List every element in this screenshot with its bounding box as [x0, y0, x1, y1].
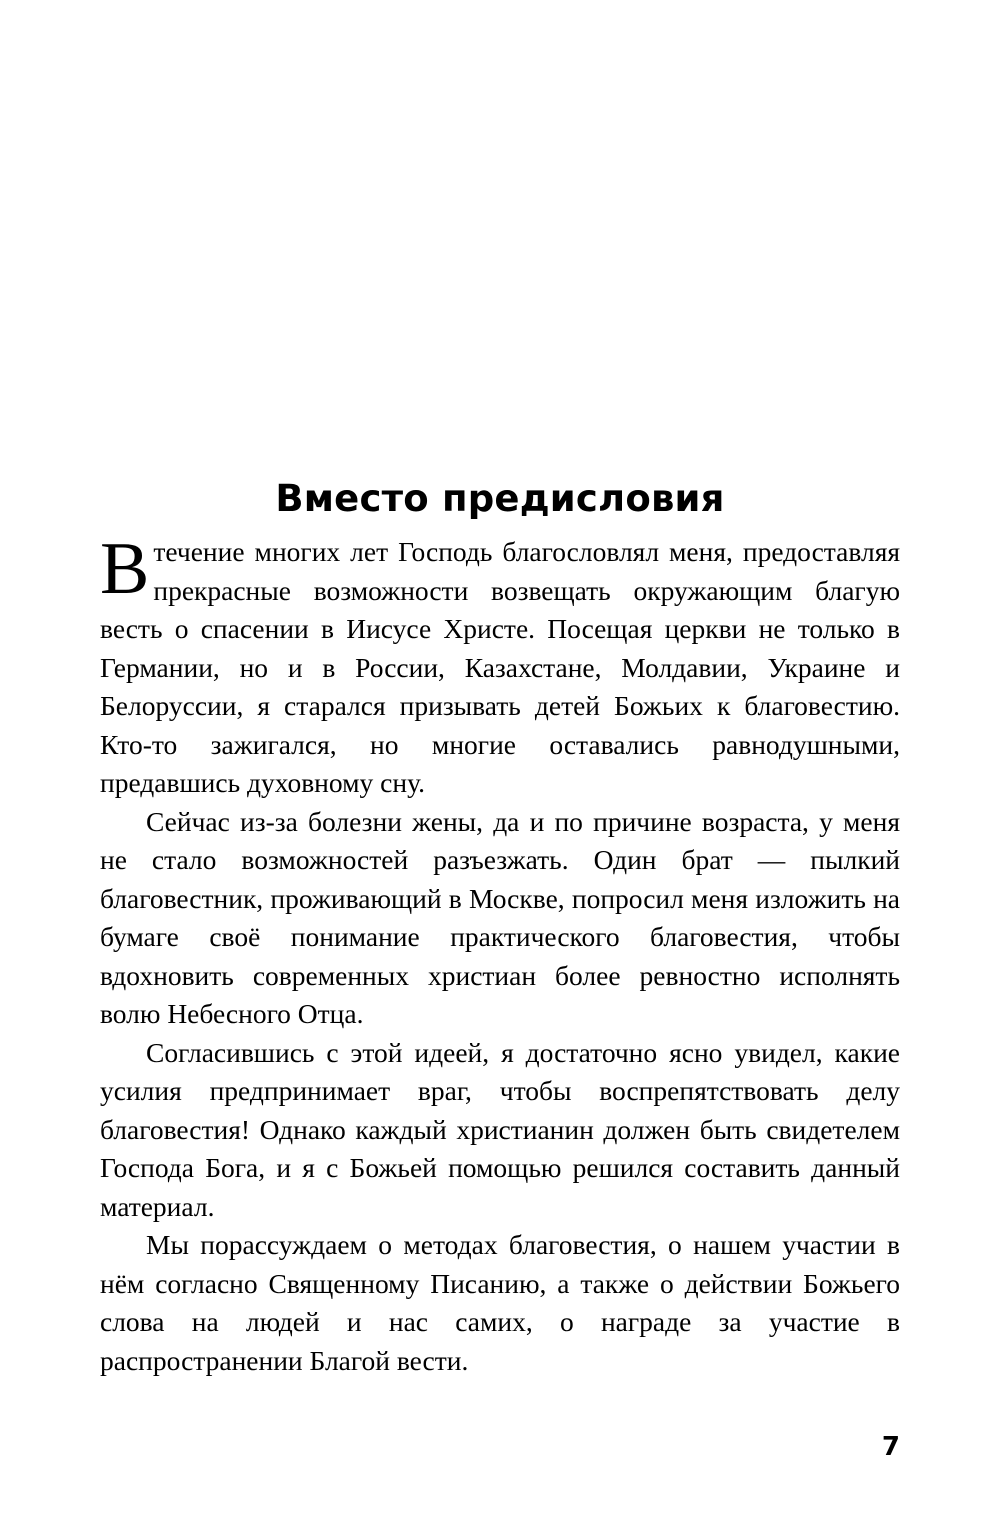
- body-paragraph: Сейчас из-за болезни жены, да и по причине возраста, у меня не стало возможностей разъезжать. Один брат — пылкий благовестник, проживающий в Москве, попросил меня изложить на бумаге своё понимание практического благовестия, чтобы вдохновить современных христиан более ревностно исполнять волю Небесного Отца.: [100, 805, 900, 1030]
- page-content: [100, 478, 900, 1380]
- page-title: Вместо предисловия: [275, 477, 725, 520]
- body-paragraph: Втечение многих лет Господь благословлял меня, предоставляя прекрасные возможности возвещать окружающим благую весть о спасении в Иисусе Христе. Посещая церкви не только в Германии, но и в России, Казахстане, Молдавии, Украине и Белоруссии, я старался призывать детей Божьих к благовестию. Кто-то зажигался, но многие оставались равнодушными, предавшись духовному сну.: [100, 528, 900, 799]
- page-number: 7: [881, 1432, 900, 1462]
- body-paragraph: Мы порассуждаем о методах благовестия, о нашем участии в нём согласно Священному Писанию, а также о действии Божьего слова на людей и нас самих, о награде за участие в распространении Благой вести.: [100, 1229, 900, 1376]
- body-paragraph: Согласившись с этой идеей, я достаточно ясно увидел, какие усилия предпринимает враг, чтобы воспрепятствовать делу благовестия! Однако каждый христианин должен быть свидетелем Господа Бога, и я с Божьей помощью решился составить данный материал.: [100, 1036, 900, 1222]
